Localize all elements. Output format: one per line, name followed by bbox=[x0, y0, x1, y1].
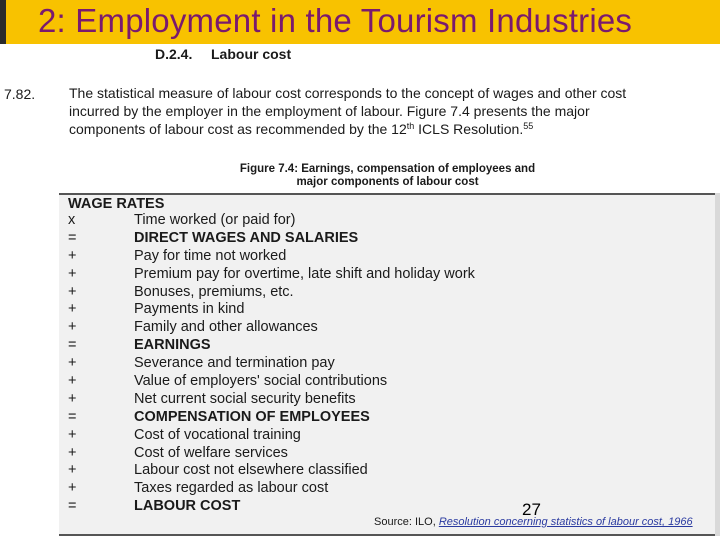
cost-row-operator: + bbox=[68, 265, 77, 282]
cost-row-operator: + bbox=[68, 444, 77, 461]
cost-row-label: Premium pay for overtime, late shift and holiday work bbox=[134, 265, 475, 282]
cost-row-label: Value of employers' social contributions bbox=[134, 373, 388, 390]
scroll-edge bbox=[715, 193, 720, 536]
cost-row-label: Bonuses, premiums, etc. bbox=[134, 283, 294, 300]
cost-row-operator: + bbox=[68, 426, 77, 443]
paragraph-line-3 bbox=[69, 120, 705, 138]
cost-row-operator: + bbox=[68, 390, 77, 407]
figure-caption-line-2: major components of labour cost bbox=[296, 176, 479, 188]
cost-row-label: COMPENSATION OF EMPLOYEES bbox=[134, 408, 370, 425]
paragraph-line-1: The statistical measure of labour cost corresponds to the concept of wages and other cost bbox=[69, 85, 627, 101]
paragraph-line-3-rest: ICLS Resolution. bbox=[414, 121, 524, 137]
cost-row-label: Family and other allowances bbox=[134, 319, 318, 336]
paragraph-line-2: incurred by the employer in the employment of labour. Figure 7.4 presents the major bbox=[69, 103, 590, 119]
figure-caption bbox=[220, 163, 555, 189]
footnote-marker[interactable]: 55 bbox=[523, 121, 534, 131]
title-bar-edge bbox=[0, 0, 6, 44]
cost-row-label: Taxes regarded as labour cost bbox=[134, 480, 329, 497]
cost-row-label: Time worked (or paid for) bbox=[134, 212, 296, 228]
cost-row-label: Pay for time not worked bbox=[134, 247, 287, 264]
cost-row-label: Cost of welfare services bbox=[134, 444, 288, 461]
paragraph-text bbox=[69, 84, 705, 138]
section-title: Labour cost bbox=[211, 46, 292, 62]
cost-row-operator: + bbox=[68, 462, 77, 479]
cost-row-operator: + bbox=[68, 283, 77, 300]
cost-row-operator: + bbox=[68, 373, 77, 390]
ordinal-suffix: th bbox=[406, 121, 415, 131]
cost-row-label: Payments in kind bbox=[134, 301, 245, 318]
cost-row-operator: + bbox=[68, 247, 77, 264]
paragraph-number: 7.82. bbox=[4, 86, 36, 102]
cost-row-operator: + bbox=[68, 480, 77, 497]
page-number: 27 bbox=[522, 500, 541, 519]
cost-row-operator: + bbox=[68, 355, 77, 372]
slide-title: 2: Employment in the Tourism Industries bbox=[38, 2, 633, 39]
cost-row-operator: = bbox=[68, 408, 77, 425]
cost-row-label: DIRECT WAGES AND SALARIES bbox=[134, 229, 359, 246]
cost-row-label: EARNINGS bbox=[134, 337, 211, 354]
cost-row-operator: + bbox=[68, 319, 77, 336]
cost-row-operator: + bbox=[68, 301, 77, 318]
cost-row-label: Cost of vocational training bbox=[134, 426, 301, 443]
source-prefix: Source: ILO, bbox=[374, 516, 439, 528]
cost-row-operator: = bbox=[68, 229, 77, 246]
cost-row-operator: x bbox=[68, 212, 76, 228]
source-link[interactable]: Resolution concerning statistics of labour cost, 1966 bbox=[438, 516, 693, 528]
cost-row-operator: = bbox=[68, 337, 77, 354]
cost-row-label: Labour cost not elsewhere classified bbox=[134, 462, 368, 479]
cost-row-operator: = bbox=[68, 498, 77, 515]
figure-caption-line-1: Figure 7.4: Earnings, compensation of employees and bbox=[239, 163, 536, 175]
figure-heading: WAGE RATES bbox=[68, 196, 165, 212]
cost-row-label: LABOUR COST bbox=[134, 498, 241, 515]
section-number: D.2.4. bbox=[155, 46, 193, 62]
paragraph-line-3-text: components of labour cost as recommended by the 12 bbox=[69, 121, 407, 137]
cost-row-label: Severance and termination pay bbox=[134, 355, 335, 372]
cost-row-label: Net current social security benefits bbox=[134, 390, 356, 407]
